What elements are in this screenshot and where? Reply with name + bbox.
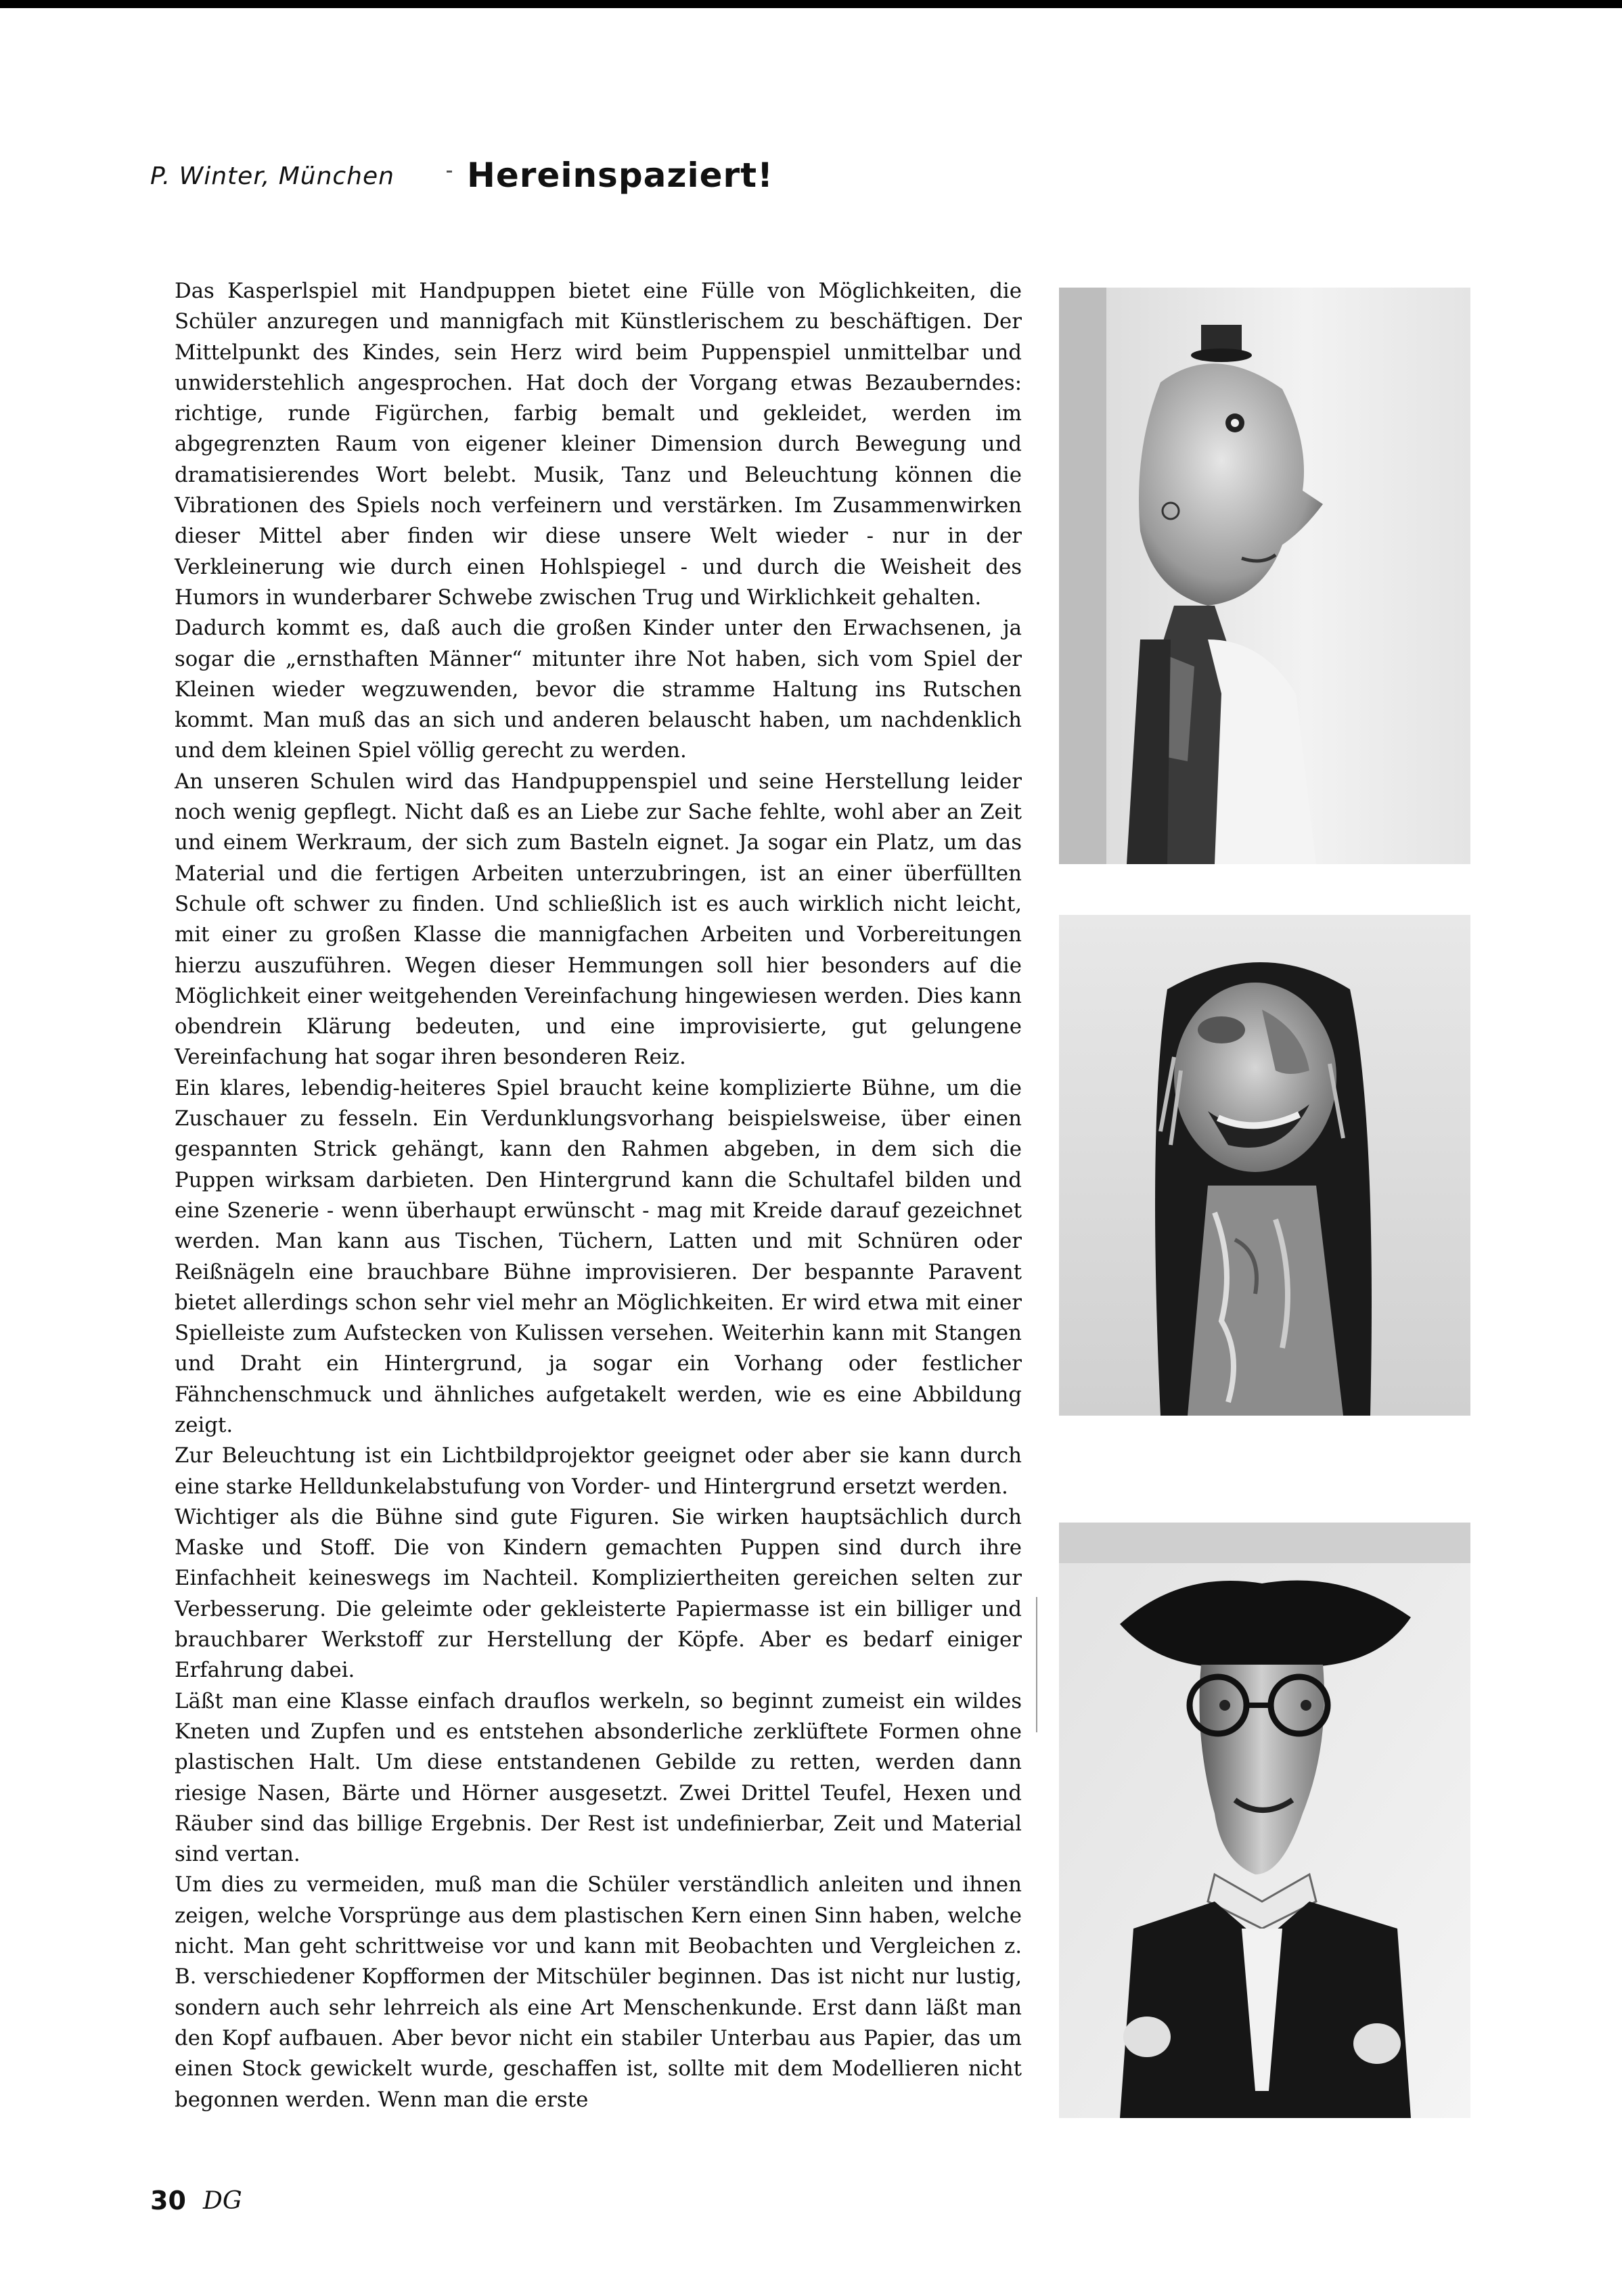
paragraph-3: An unseren Schulen wird das Handpuppenspiel und seine Herstellung leider noch wenig gepflegt. Nicht daß es an Liebe zur Sache fehlte, wohl aber an Zeit und einem Werkraum, der sich zum Basteln eignet. Ja sogar ein Platz, um das Material und die fertigen Arbeiten unterzubringen, ist an einer überfüllten Schule oft schwer zu finden. Und schließlich ist es auch wirklich nicht leicht, mit einer zu großen Klasse die mannigfachen Arbeiten und Vorbereitungen hierzu auszuführen. Wegen dieser Hemmungen soll hier besonders auf die Möglichkeit einer weitgehenden Vereinfachung hingewiesen werden. Dies kann obendrein Klärung bedeuten, und eine improvisierte, gut gelungene Vereinfachung hat sogar ihren besonderen Reiz. [175,769,1022,1070]
title-dash [447,171,452,173]
margin-rule [1036,1597,1037,1732]
paragraph-4: Ein klares, lebendig-heiteres Spiel braucht keine komplizierte Bühne, um die Zuschauer zu fesseln. Ein Verdunklungsvorhang beispielsweise, über einen gespannten Strick gehängt, kann den Rahmen abgeben, in dem sich die Puppen wirksam darbieten. Den Hintergrund kann die Schultafel bilden und eine Szenerie - wenn überhaupt erwünscht - mag mit Kreide darauf gezeichnet werden. Man kann aus Tischen, Tüchern, Latten und mit Schnüren oder Reißnägeln eine brauchbare Bühne improvisieren. Der bespannte Paravent bietet allerdings schon sehr viel mehr an Möglichkeiten. Er wird etwa mit einer Spielleiste zum Aufstecken von Kulissen versehen. Weiterhin kann mit Stangen und Draht ein Hintergrund, ja sogar ein Vorhang oder festlicher Fähnchenschmuck und ähnliches aufgetakelt werden, wie es eine Abbildung zeigt. [175,1075,1022,1437]
page-number: 30 [150,2186,186,2215]
top-rule [0,0,1622,8]
article-body [175,276,1022,2115]
puppet-photo-3 [1059,1523,1470,2118]
paragraph-7: Läßt man eine Klasse einfach drauflos werkeln, so beginnt zumeist ein wildes Kneten und Zupfen und es entstehen absonderliche zerklüftete Formen ohne plastischen Halt. Um diese entstandenen Gebilde zu retten, werden dann riesige Nasen, Bärte und Hörner ausgesetzt. Zwei Drittel Teufel, Hexen und Räuber sind das billige Ergebnis. Der Rest ist undefinierbar, Zeit und Material sind vertan. [175,1688,1022,1867]
paragraph-2: Dadurch kommt es, daß auch die großen Kinder unter den Erwachsenen, ja sogar die „ernsthaften Männer“ mitunter ihre Not haben, sich vom Spiel der Kleinen wieder wegzuwenden, bevor die stramme Haltung ins Rutschen kommt. Man muß das an sich und anderen belauscht haben, um nachdenklich und dem kleinen Spiel völlig gerecht zu werden. [175,616,1022,763]
journal-abbreviation: DG [203,2187,242,2215]
article-title: Hereinspaziert! [467,156,773,195]
puppet-photo-2 [1059,915,1470,1416]
paragraph-1: Das Kasperlspiel mit Handpuppen bietet eine Fülle von Möglichkeiten, die Schüler anzuregen und mannigfach mit Künstlerischem zu beschäftigen. Der Mittelpunkt des Kindes, sein Herz wird beim Puppenspiel unmittelbar und unwiderstehlich angesprochen. Hat doch der Vorgang etwas Bezauberndes: richtige, runde Figürchen, farbig bemalt und gekleidet, werden im abgegrenzten Raum von eigener kleiner Dimension durch Bewegung und dramatisierendes Wort belebt. Musik, Tanz und Beleuchtung können die Vibrationen des Spiels noch verfeinern und verstärken. Im Zusammenwirken dieser Mittel aber finden wir diese unsere Welt wieder - nur in der Verkleinerung wie durch einen Hohlspiegel - und durch die Weisheit des Humors in wunderbarer Schwebe zwischen Trug und Wirklichkeit gehalten. [175,279,1022,610]
paragraph-8: Um dies zu vermeiden, muß man die Schüler verständlich anleiten und ihnen zeigen, welche Vorsprünge aus dem plastischen Kern einen Sinn haben, welche nicht. Man geht schrittweise vor und kann mit Beobachten und Vergleichen z. B. verschiedener Kopfformen der Mitschüler beginnen. Das ist nicht nur lustig, sondern auch sehr lehrreich als eine Art Menschenkunde. Erst dann läßt man den Kopf aufbauen. Aber bevor nicht ein stabiler Unterbau aus Papier, das um einen Stock gewickelt wurde, geschaffen ist, sollte mit dem Modellieren nicht begonnen werden. Wenn man die erste [175,1872,1022,2112]
author-line: P. Winter, München [150,162,395,190]
paragraph-5: Zur Beleuchtung ist ein Lichtbildprojektor geeignet oder aber sie kann durch eine starke Helldunkelabstufung von Vorder- und Hintergrund ersetzt werden. [175,1443,1022,1499]
paragraph-6: Wichtiger als die Bühne sind gute Figuren. Sie wirken hauptsächlich durch Maske und Stoff. Die von Kindern gemachten Puppen sind durch ihre Einfachheit keineswegs im Nachteil. Kompliziertheiten gereichen selten zur Verbesserung. Die geleimte oder gekleisterte Papiermasse ist ein billiger und brauchbarer Werkstoff zur Herstellung der Köpfe. Aber es bedarf einiger Erfahrung dabei. [175,1504,1022,1683]
puppet-photo-1 [1059,288,1470,864]
